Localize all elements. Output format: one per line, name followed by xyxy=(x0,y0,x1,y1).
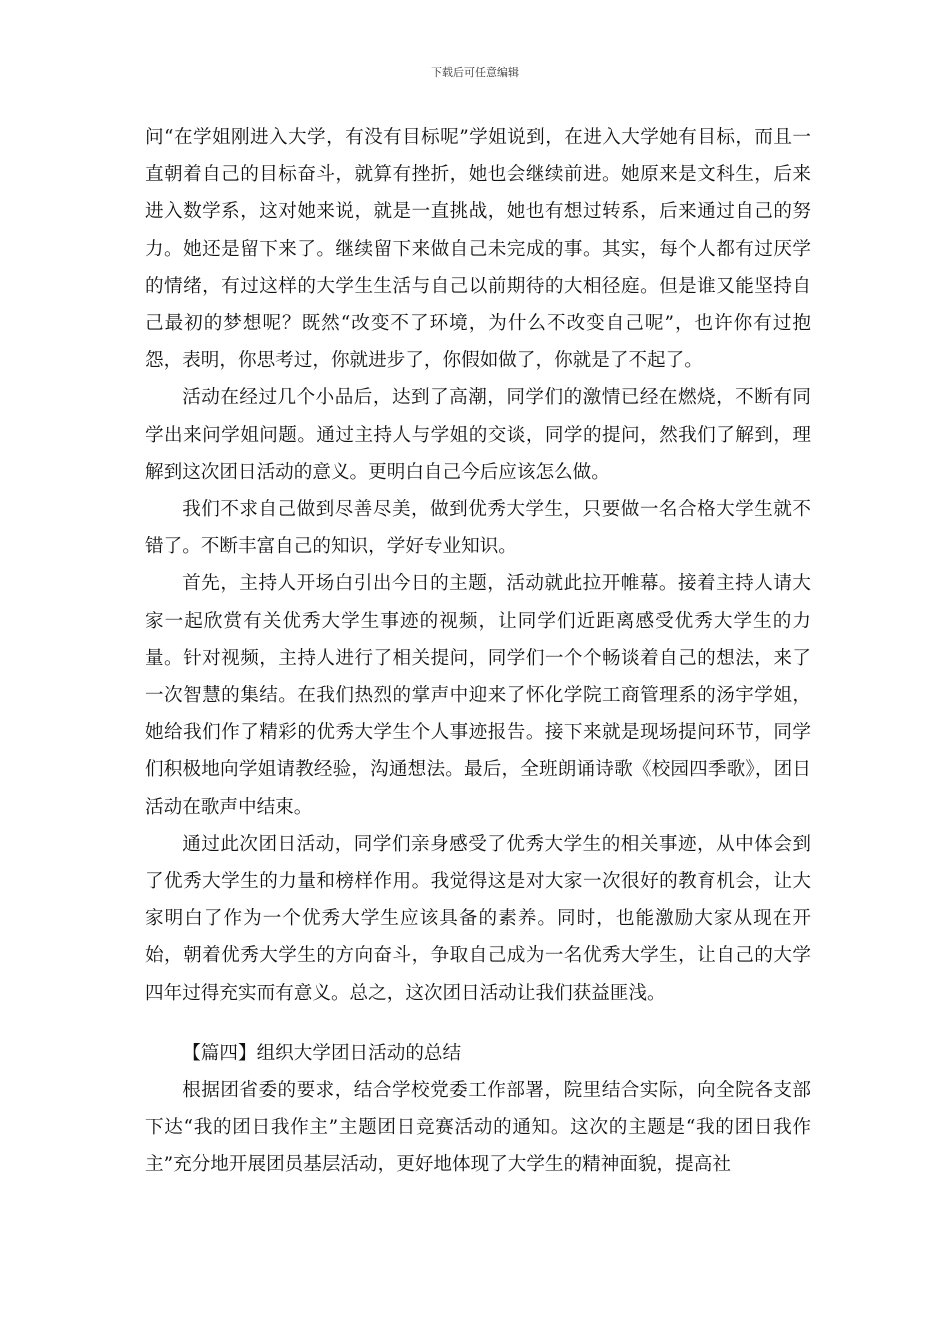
document-body xyxy=(145,119,811,1184)
paragraph-activity-climax: 活动在经过几个小品后，达到了高潮，同学们的激情已经在燃烧，不断有同学出来问学姐问题。通过主持人与学姐的交谈，同学的提问，然我们了解到，理解到这次团日活动的意义。更明白自己今后应该怎么做。 xyxy=(145,387,811,483)
section-spacer xyxy=(145,1012,811,1035)
paragraph-student-story: 问“在学姐刚进入大学，有没有目标呢”学姐说到，在进入大学她有目标，而且一直朝着自己的目标奋斗，就算有挫折，她也会继续前进。她原来是文科生，后来进入数学系，这对她来说，就是一直挑战，她也有想过转系，后来通过自己的努力。她还是留下来了。继续留下来做自己未完成的事。其实，每个人都有过厌学的情绪，有过这样的大学生生活与自己以前期待的大相径庭。但是谁又能坚持自己最初的梦想呢？既然“改变不了环境，为什么不改变自己呢”，也许你有过抱怨，表明，你思考过，你就进步了，你假如做了，你就是了不起了。 xyxy=(145,127,811,372)
paragraph-activity-process: 首先，主持人开场白引出今日的主题，活动就此拉开帷幕。接着主持人请大家一起欣赏有关优秀大学生事迹的视频，让同学们近距离感受优秀大学生的力量。针对视频，主持人进行了相关提问，同学们一个个畅谈着自己的想法，来了一次智慧的集结。在我们热烈的掌声中迎来了怀化学院工商管理系的汤宇学姐，她给我们作了精彩的优秀大学生个人事迹报告。接下来就是现场提问环节，同学们积极地向学姐请教经验，沟通想法。最后，全班朗诵诗歌《校园四季歌》，团日活动在歌声中结束。 xyxy=(145,573,811,818)
page-header: 下载后可任意编辑 xyxy=(431,66,519,79)
paragraph-section-four-intro: 根据团省委的要求，结合学校党委工作部署，院里结合实际，向全院各支部下达“我的团日我作主”主题团日竞赛活动的通知。这次的主题是“我的团日我作主”充分地开展团员基层活动，更好地体现了大学生的精神面貌，提高社 xyxy=(145,1080,811,1176)
section-heading: 【篇四】组织大学团日活动的总结 xyxy=(182,1042,462,1064)
paragraph-reflection: 通过此次团日活动，同学们亲身感受了优秀大学生的相关事迹，从中体会到了优秀大学生的力量和榜样作用。我觉得这是对大家一次很好的教育机会，让大家明白了作为一个优秀大学生应该具备的素养。同时，也能激励大家从现在开始，朝着优秀大学生的方向奋斗，争取自己成为一名优秀大学生，让自己的大学四年过得充实而有意义。总之，这次团日活动让我们获益匪浅。 xyxy=(145,833,811,1004)
paragraph-goal: 我们不求自己做到尽善尽美，做到优秀大学生，只要做一名合格大学生就不错了。不断丰富自己的知识，学好专业知识。 xyxy=(145,499,811,558)
